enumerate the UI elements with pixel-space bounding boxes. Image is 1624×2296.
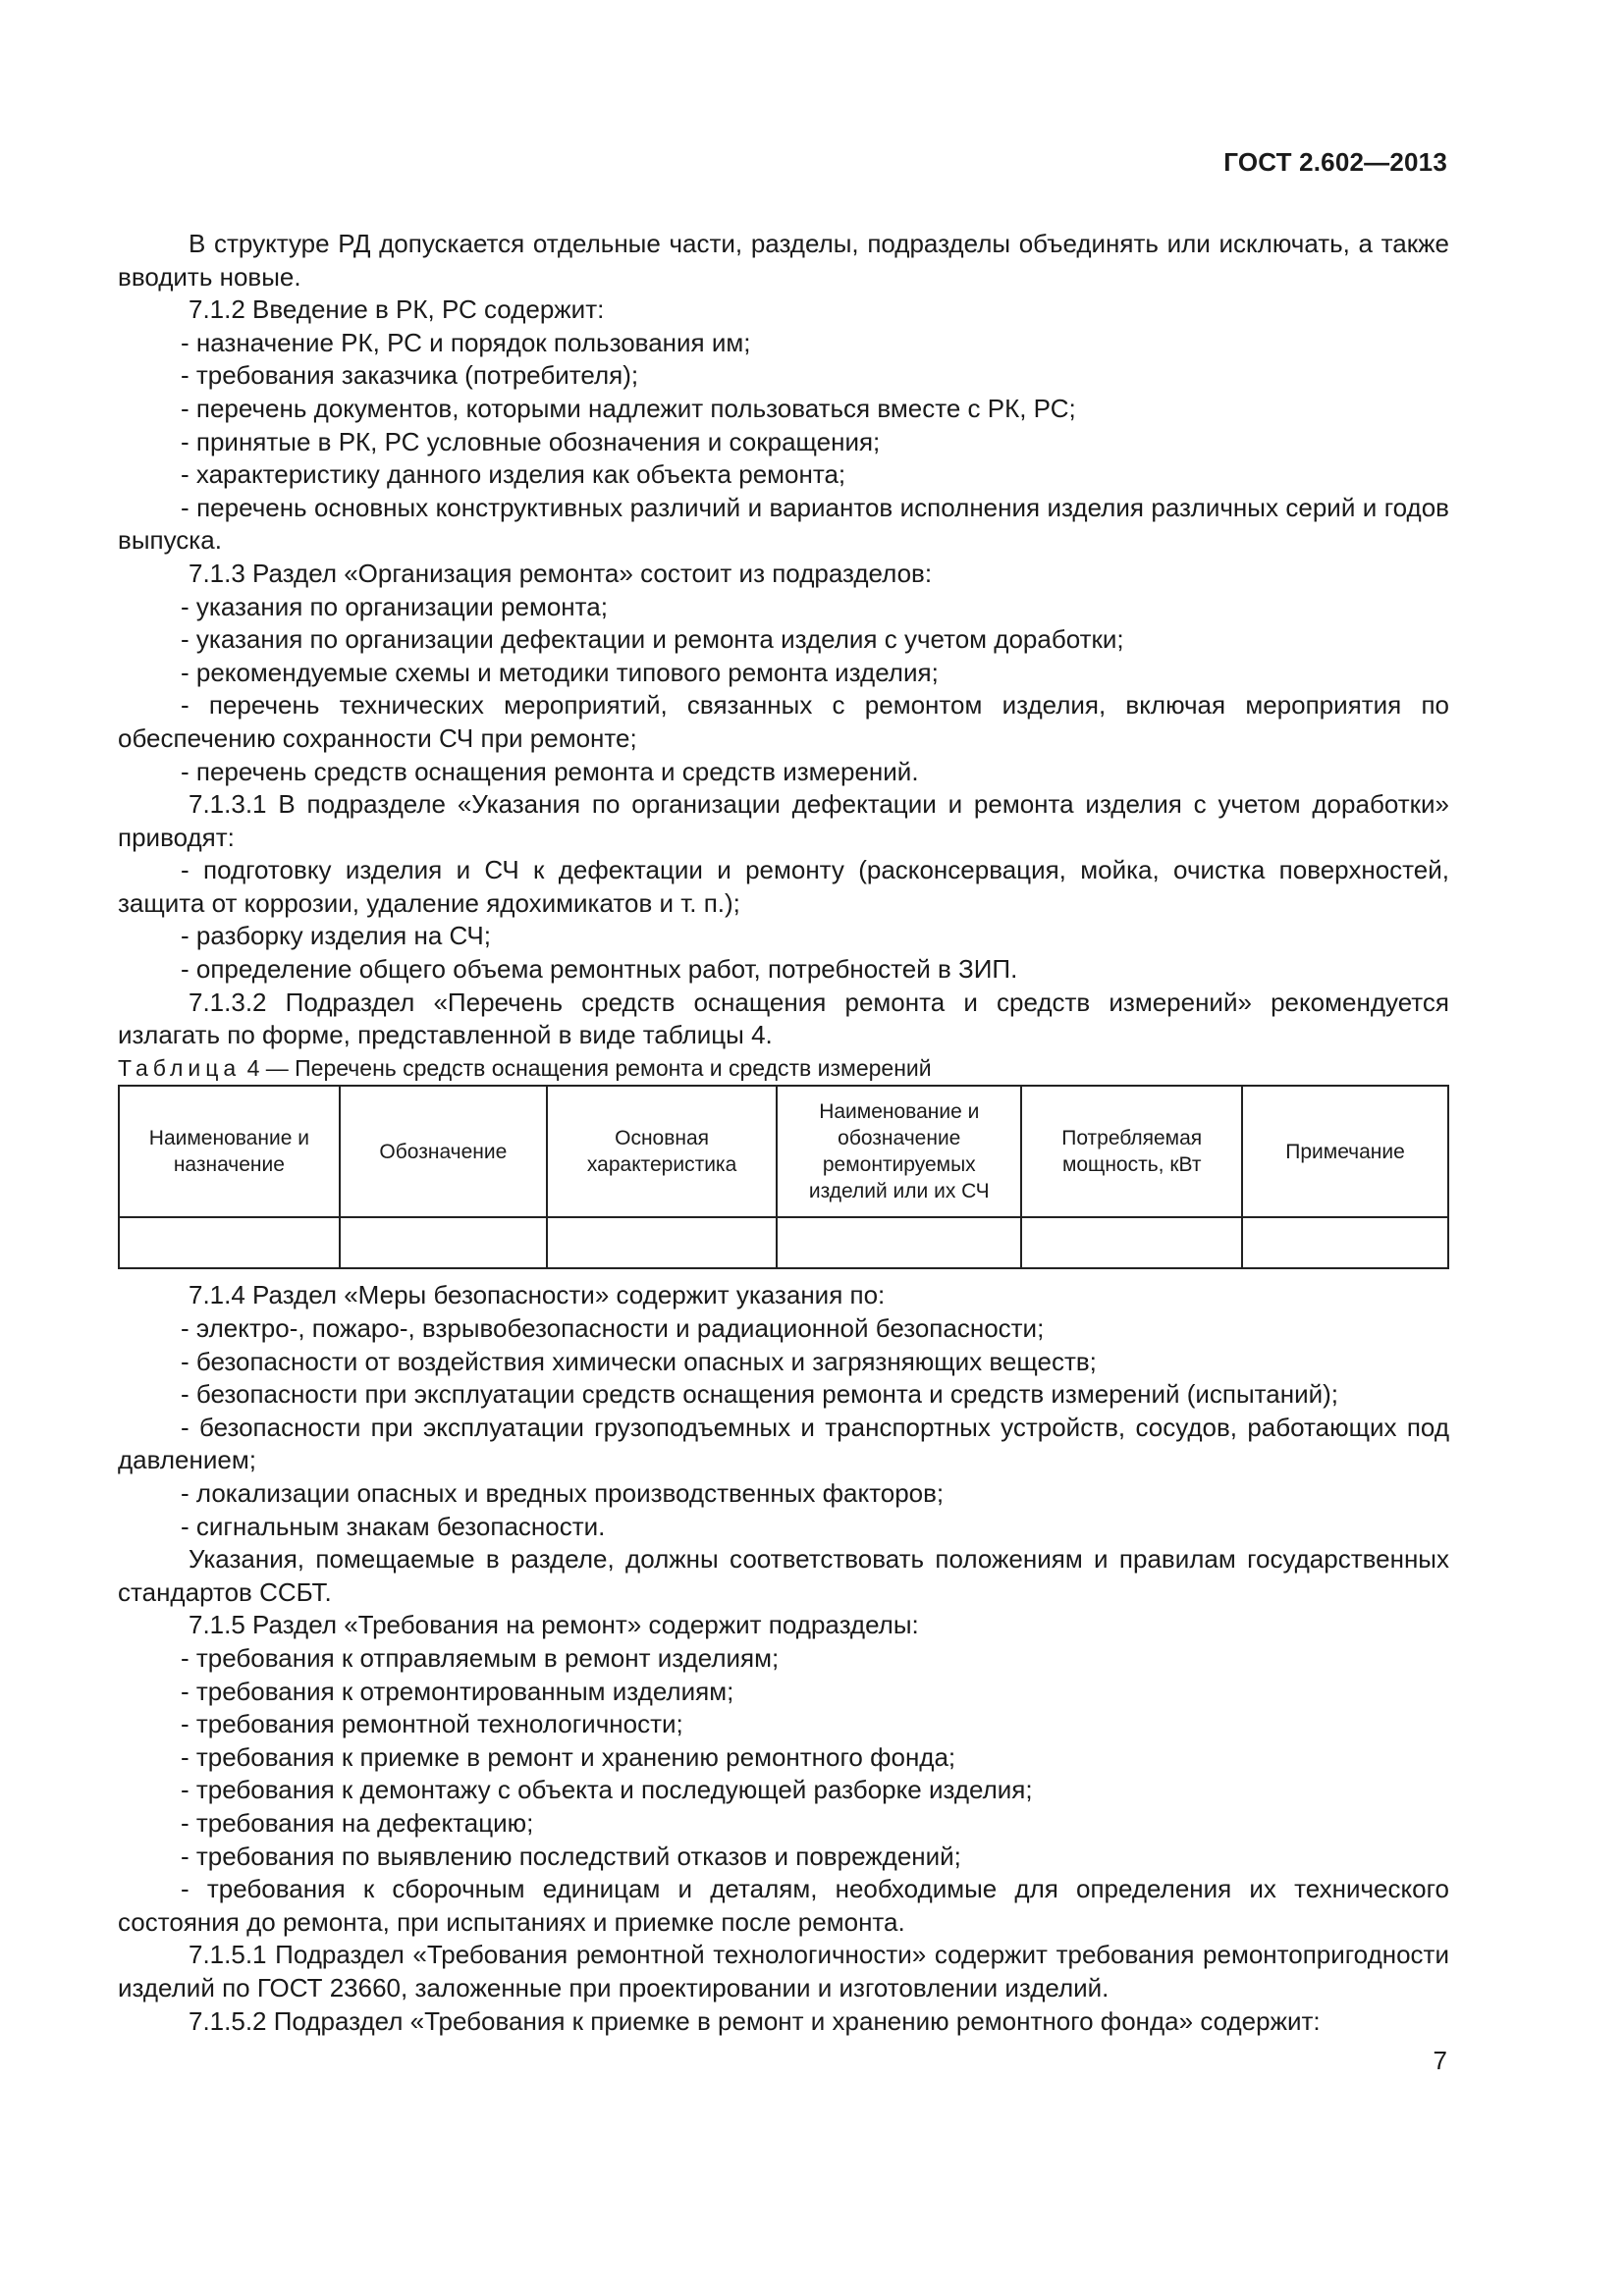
list-item: - перечень технических мероприятий, связанных с ремонтом изделия, включая мероприятия по обеспечению сохранности СЧ при ремонте; [118, 690, 1449, 753]
list-item: - требования заказчика (потребителя); [181, 360, 639, 391]
document-code: ГОСТ 2.602—2013 [1223, 147, 1447, 177]
list-item: - сигнальным знакам безопасности. [181, 1511, 606, 1541]
list-item: - электро-, пожаро-, взрывобезопасности и радиационной безопасности; [181, 1313, 1045, 1344]
paragraph: 7.1.4 Раздел «Меры безопасности» содержит указания по: [189, 1280, 886, 1310]
paragraph: 7.1.5.2 Подраздел «Требования к приемке в ремонт и хранению ремонтного фонда» содержит: [189, 2005, 1321, 2036]
list-item: - требования к приемке в ремонт и хранению ремонтного фонда; [181, 1741, 956, 1772]
paragraph: 7.1.5 Раздел «Требования на ремонт» содержит подразделы: [189, 1610, 919, 1640]
column-header: Наименование и назначение [119, 1086, 340, 1217]
list-item: - безопасности при эксплуатации грузоподъемных и транспортных устройств, сосудов, работающих под давлением; [118, 1412, 1449, 1475]
column-header: Обозначение [340, 1086, 547, 1217]
table-cell [340, 1217, 547, 1268]
table-cell [1021, 1217, 1242, 1268]
paragraph: Указания, помещаемые в разделе, должны соответствовать положениям и правилам государственных стандартов ССБТ. [118, 1544, 1449, 1607]
list-item: - определение общего объема ремонтных работ, потребностей в ЗИП. [181, 954, 1018, 985]
list-item: - требования к демонтажу с объекта и последующей разборке изделия; [181, 1775, 1033, 1805]
column-header: Основная характеристика [547, 1086, 777, 1217]
table-cell [119, 1217, 340, 1268]
list-item: - требования на дефектацию; [181, 1807, 534, 1838]
list-item: - требования по выявлению последствий отказов и повреждений; [181, 1841, 961, 1871]
column-header: Примечание [1242, 1086, 1448, 1217]
list-item: - требования к отремонтированным изделиям; [181, 1676, 734, 1706]
paragraph: 7.1.3 Раздел «Организация ремонта» состоит из подразделов: [189, 558, 933, 588]
list-item: - безопасности от воздействия химически опасных и загрязняющих веществ; [181, 1346, 1097, 1376]
column-header: Наименование и обозначение ремонтируемых изделий или их СЧ [777, 1086, 1021, 1217]
table-4 [118, 1085, 1449, 1269]
paragraph: 7.1.3.1 В подразделе «Указания по организации дефектации и ремонта изделия с учетом доработки» приводят: [118, 789, 1449, 852]
paragraph: 7.1.3.2 Подраздел «Перечень средств оснащения ремонта и средств измерений» рекомендуется излагать по форме, представленной в виде таблицы 4. [118, 987, 1449, 1050]
page-number: 7 [1433, 2046, 1447, 2075]
table-header-row [119, 1086, 1448, 1217]
list-item: - перечень средств оснащения ремонта и средств измерений. [181, 756, 919, 786]
list-item: - требования к отправляемым в ремонт изделиям; [181, 1642, 780, 1673]
table-cell [1242, 1217, 1448, 1268]
list-item: - разборку изделия на СЧ; [181, 921, 491, 951]
table-caption [118, 1052, 1449, 1086]
list-item: - перечень документов, которыми надлежит пользоваться вместе с РК, РС; [181, 393, 1076, 423]
list-item: - требования ремонтной технологичности; [181, 1709, 683, 1739]
list-item: - указания по организации дефектации и ремонта изделия с учетом доработки; [181, 624, 1124, 655]
list-item: - рекомендуемые схемы и методики типового ремонта изделия; [181, 657, 939, 687]
paragraph: 7.1.2 Введение в РК, РС содержит: [189, 294, 605, 325]
list-item: - перечень основных конструктивных различий и вариантов исполнения изделия различных серий и годов выпуска. [118, 492, 1449, 556]
list-item: - указания по организации ремонта; [181, 591, 608, 621]
paragraph: В структуре РД допускается отдельные части, разделы, подразделы объединять или исключать, а также вводить новые. [118, 229, 1449, 292]
table-caption-title: 4 — Перечень средств оснащения ремонта и средств измерений [241, 1054, 932, 1081]
list-item: - назначение РК, РС и порядок пользования им; [181, 327, 751, 357]
list-item: - подготовку изделия и СЧ к дефектации и ремонту (расконсервация, мойка, очистка поверхностей, защита от коррозии, удаление ядохимикатов и т. п.); [118, 855, 1449, 918]
list-item: - характеристику данного изделия как объекта ремонта; [181, 459, 846, 490]
paragraph: 7.1.5.1 Подраздел «Требования ремонтной технологичности» содержит требования ремонтопригодности изделий по ГОСТ 23660, заложенные при проектировании и изготовлении изделий. [118, 1940, 1449, 2002]
table-cell [547, 1217, 777, 1268]
column-header: Потребляемая мощность, кВт [1021, 1086, 1242, 1217]
text-block-before-table [118, 228, 1449, 1052]
list-item: - локализации опасных и вредных производственных факторов; [181, 1478, 945, 1508]
table-caption-label: Таблица [118, 1054, 242, 1081]
table-cell [777, 1217, 1021, 1268]
list-item: - требования к сборочным единицам и деталям, необходимые для определения их технического состояния до ремонта, при испытаниях и приемке после ремонта. [118, 1874, 1449, 1937]
table-row [119, 1217, 1448, 1268]
list-item: - безопасности при эксплуатации средств оснащения ремонта и средств измерений (испытаний); [181, 1379, 1339, 1410]
page-body [118, 228, 1449, 2038]
text-block-after-table [118, 1279, 1449, 2038]
list-item: - принятые в РК, РС условные обозначения и сокращения; [181, 426, 881, 456]
